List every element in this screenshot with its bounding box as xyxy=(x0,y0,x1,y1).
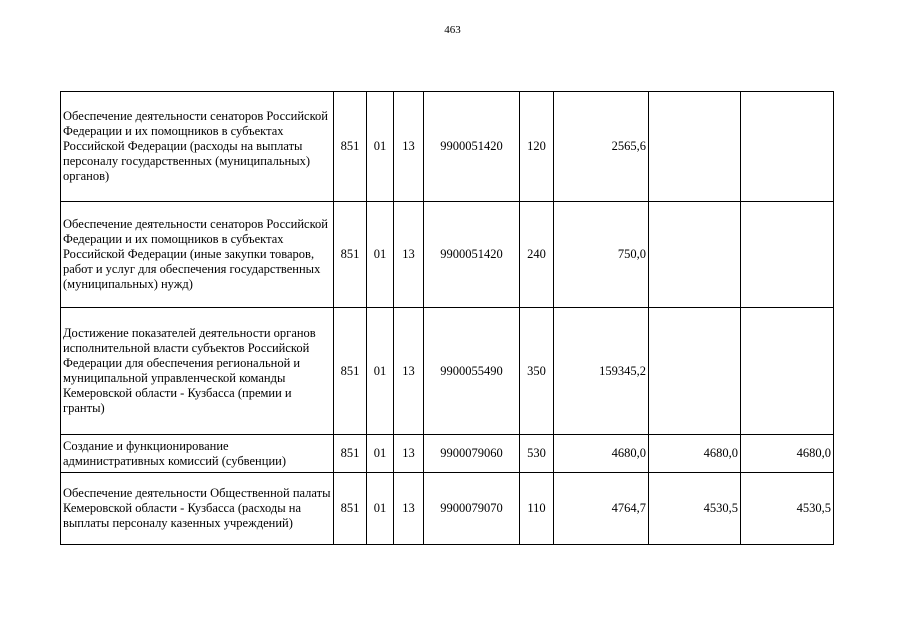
table-row xyxy=(61,473,834,545)
cell-target-article: 9900079060 xyxy=(424,435,520,473)
cell-target-article: 9900051420 xyxy=(424,202,520,308)
cell-target-article: 9900055490 xyxy=(424,308,520,435)
cell-sum-2 xyxy=(649,202,741,308)
cell-name: Обеспечение деятельности сенаторов Российской Федерации и их помощников в субъектах Российской Федерации (расходы на выплаты персоналу государственных (муниципальных) органов) xyxy=(61,92,334,202)
cell-subsection: 13 xyxy=(394,473,424,545)
cell-sum-2: 4680,0 xyxy=(649,435,741,473)
cell-sum-1: 2565,6 xyxy=(554,92,649,202)
cell-section: 01 xyxy=(367,308,394,435)
cell-target-article: 9900079070 xyxy=(424,473,520,545)
cell-section: 01 xyxy=(367,435,394,473)
table-row xyxy=(61,308,834,435)
cell-sum-3: 4530,5 xyxy=(741,473,834,545)
cell-sum-2: 4530,5 xyxy=(649,473,741,545)
cell-sum-3: 4680,0 xyxy=(741,435,834,473)
cell-expense-type: 120 xyxy=(520,92,554,202)
cell-sum-3 xyxy=(741,202,834,308)
cell-sum-1: 750,0 xyxy=(554,202,649,308)
cell-target-article: 9900051420 xyxy=(424,92,520,202)
cell-section: 01 xyxy=(367,92,394,202)
cell-name: Создание и функционирование административных комиссий (субвенции) xyxy=(61,435,334,473)
budget-table xyxy=(60,91,834,545)
cell-sum-3 xyxy=(741,308,834,435)
cell-sum-2 xyxy=(649,308,741,435)
cell-expense-type: 110 xyxy=(520,473,554,545)
cell-name: Достижение показателей деятельности органов исполнительной власти субъектов Российской Федерации для обеспечения региональной и муниципальной управленческой команды Кемеровской области - Кузбасса (премии и гранты) xyxy=(61,308,334,435)
cell-ministry: 851 xyxy=(334,92,367,202)
cell-ministry: 851 xyxy=(334,308,367,435)
cell-sum-1: 4680,0 xyxy=(554,435,649,473)
cell-subsection: 13 xyxy=(394,435,424,473)
table-row xyxy=(61,92,834,202)
cell-ministry: 851 xyxy=(334,473,367,545)
page-number: 463 xyxy=(444,24,461,36)
cell-sum-2 xyxy=(649,92,741,202)
cell-expense-type: 530 xyxy=(520,435,554,473)
cell-section: 01 xyxy=(367,202,394,308)
table-row xyxy=(61,202,834,308)
cell-sum-3 xyxy=(741,92,834,202)
cell-ministry: 851 xyxy=(334,435,367,473)
cell-expense-type: 350 xyxy=(520,308,554,435)
cell-name: Обеспечение деятельности сенаторов Российской Федерации и их помощников в субъектах Российской Федерации (иные закупки товаров, работ и услуг для обеспечения государственных (муниципальных) нужд) xyxy=(61,202,334,308)
table-row xyxy=(61,435,834,473)
cell-ministry: 851 xyxy=(334,202,367,308)
cell-sum-1: 4764,7 xyxy=(554,473,649,545)
cell-subsection: 13 xyxy=(394,92,424,202)
cell-name: Обеспечение деятельности Общественной палаты Кемеровской области - Кузбасса (расходы на выплаты персоналу казенных учреждений) xyxy=(61,473,334,545)
cell-subsection: 13 xyxy=(394,202,424,308)
cell-expense-type: 240 xyxy=(520,202,554,308)
cell-sum-1: 159345,2 xyxy=(554,308,649,435)
cell-section: 01 xyxy=(367,473,394,545)
cell-subsection: 13 xyxy=(394,308,424,435)
